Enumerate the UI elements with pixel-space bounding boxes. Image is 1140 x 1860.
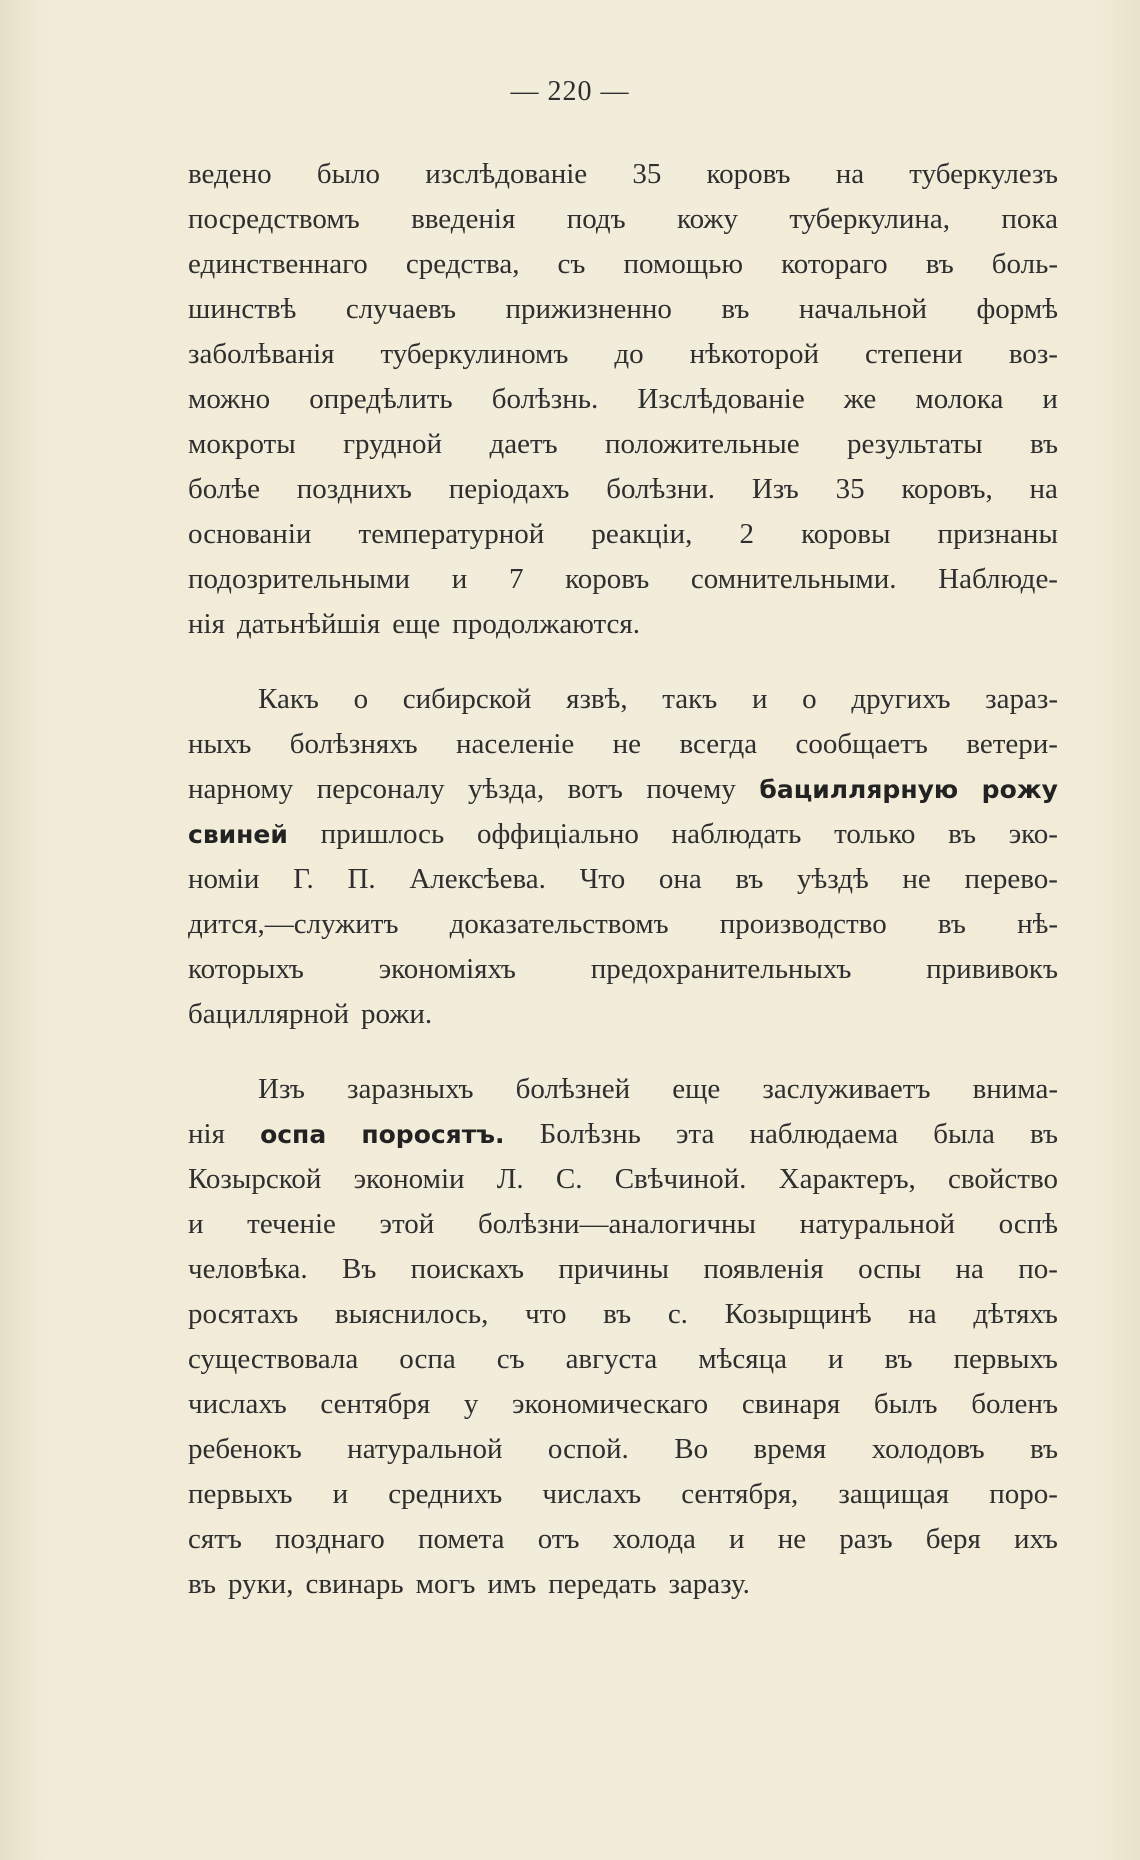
paragraph — [188, 152, 1058, 647]
word: туберкулиномъ — [380, 338, 569, 370]
word: Свѣчиной. — [614, 1163, 747, 1195]
paragraph-gap — [188, 647, 1058, 677]
word: болѣзни—аналогичны — [477, 1208, 757, 1240]
word: еще — [672, 1073, 721, 1105]
word: свинаря — [741, 1388, 841, 1420]
word: мѣсяца — [698, 1343, 787, 1375]
word: реакціи, — [591, 518, 693, 550]
word: у — [463, 1388, 479, 1420]
word: Наблюде- — [938, 563, 1058, 595]
text-line — [188, 1472, 1058, 1517]
word: въ — [937, 908, 966, 940]
word: на — [1029, 473, 1058, 505]
word: признаны — [937, 518, 1058, 550]
word: въ — [735, 863, 764, 895]
word: въ — [603, 1298, 632, 1330]
word: по- — [1018, 1253, 1058, 1285]
text-line — [188, 242, 1058, 287]
word: прижизненно — [505, 293, 672, 325]
word: экономіяхъ — [378, 953, 516, 985]
word: пока — [1001, 203, 1058, 235]
word: нѣкоторой — [689, 338, 819, 370]
word: нарному — [188, 773, 294, 805]
word: что — [525, 1298, 567, 1330]
word: шинствѣ — [188, 293, 297, 325]
word: положительные — [605, 428, 800, 460]
word: въ — [188, 1568, 216, 1600]
text-line — [188, 602, 1058, 647]
word: коровъ — [706, 158, 791, 190]
word: боль- — [991, 248, 1058, 280]
text-line — [188, 947, 1058, 992]
word: оффиціально — [476, 818, 639, 850]
word: еще — [392, 608, 441, 640]
word: 2 — [739, 518, 755, 550]
text-line — [188, 722, 1058, 767]
paragraph — [188, 677, 1058, 1037]
word: эта — [676, 1118, 715, 1150]
word: и — [1042, 383, 1058, 415]
word: можно — [188, 383, 271, 415]
word: и — [729, 1523, 745, 1555]
word: на — [908, 1298, 937, 1330]
word: даетъ — [489, 428, 558, 460]
word: нія — [188, 1118, 225, 1150]
word: на — [955, 1253, 984, 1285]
word: грудной — [343, 428, 443, 460]
word: заслуживаетъ — [762, 1073, 931, 1105]
word: боленъ — [971, 1388, 1058, 1420]
word: и — [451, 563, 468, 595]
word: и — [188, 1208, 204, 1240]
word: холодовъ — [871, 1433, 985, 1465]
word: 7 — [508, 563, 524, 595]
text-line — [188, 422, 1058, 467]
word: на — [835, 158, 865, 190]
word: коровъ, — [901, 473, 993, 505]
word: разъ — [839, 1523, 893, 1555]
word: свойство — [948, 1163, 1058, 1195]
word: сятъ — [188, 1523, 242, 1555]
word: причины — [558, 1253, 669, 1285]
word: человѣка. — [188, 1253, 308, 1285]
bold-term: бациллярную — [759, 775, 959, 804]
word: съ — [496, 1343, 525, 1375]
word: Г. — [293, 863, 314, 895]
word: Изслѣдованіе — [637, 383, 805, 415]
text-line — [188, 1427, 1058, 1472]
bold-term: оспа — [260, 1120, 327, 1149]
text-line — [188, 332, 1058, 377]
word: Болѣзнь — [539, 1118, 641, 1150]
word: пришлось — [320, 818, 445, 850]
paragraph-gap — [188, 1037, 1058, 1067]
word: числахъ — [542, 1478, 642, 1510]
text-line — [188, 677, 1058, 722]
word: ветери- — [966, 728, 1058, 760]
word: сомнительными. — [690, 563, 897, 595]
text-line — [188, 1517, 1058, 1562]
word: всегда — [679, 728, 758, 760]
word: Изъ — [258, 1073, 305, 1105]
body-text — [188, 152, 1058, 1607]
text-line — [188, 1562, 1058, 1607]
word: августа — [565, 1343, 658, 1375]
word: первыхъ — [188, 1478, 293, 1510]
word: ныхъ — [188, 728, 252, 760]
word: въ — [1030, 1118, 1058, 1150]
text-line — [188, 992, 1058, 1037]
word: въ — [721, 293, 750, 325]
word: Въ — [341, 1253, 377, 1285]
word: сентября — [320, 1388, 431, 1420]
word: начальной — [798, 293, 928, 325]
word: свинарь — [305, 1568, 404, 1600]
word: продолжаются. — [452, 608, 641, 640]
word: 35 — [835, 473, 865, 505]
text-line — [188, 557, 1058, 602]
word: язвѣ, — [566, 683, 628, 715]
word: Какъ — [258, 683, 319, 715]
word: уѣзда, — [468, 773, 545, 805]
word: болѣзнь. — [491, 383, 599, 415]
word: посредствомъ — [188, 203, 360, 235]
word: нѣ- — [1017, 908, 1058, 940]
word: было — [316, 158, 381, 190]
word: въ — [884, 1343, 913, 1375]
bold-term: рожу — [981, 775, 1058, 804]
text-line — [188, 467, 1058, 512]
word: Л. — [496, 1163, 524, 1195]
word: коровы — [801, 518, 891, 550]
word: другихъ — [851, 683, 951, 715]
word: прививокъ — [926, 953, 1058, 985]
text-line — [188, 1202, 1058, 1247]
word: дится,—служитъ — [188, 908, 399, 940]
word: средства, — [405, 248, 520, 280]
word: уѣздѣ — [797, 863, 869, 895]
text-line — [188, 512, 1058, 557]
word: наблюдаема — [749, 1118, 899, 1150]
word: могъ — [415, 1568, 476, 1600]
text-line — [188, 152, 1058, 197]
word: номіи — [188, 863, 260, 895]
word: до — [614, 338, 644, 370]
word: бациллярной — [188, 998, 349, 1030]
word: результаты — [846, 428, 983, 460]
word: нія — [188, 608, 225, 640]
word: Изъ — [751, 473, 799, 505]
word: росятахъ — [188, 1298, 299, 1330]
word: формѣ — [976, 293, 1058, 325]
word: случаевъ — [345, 293, 456, 325]
word: наблюдать — [671, 818, 802, 850]
text-line — [188, 857, 1058, 902]
word: была — [933, 1118, 995, 1150]
text-line — [188, 902, 1058, 947]
word: холода — [612, 1523, 696, 1555]
word: туберкулина, — [789, 203, 951, 235]
word: населеніе — [455, 728, 575, 760]
word: первыхъ — [953, 1343, 1058, 1375]
word: въ — [948, 818, 977, 850]
word: эко- — [1008, 818, 1058, 850]
word: доказательствомъ — [449, 908, 669, 940]
word: опредѣлить — [309, 383, 453, 415]
word: С. — [555, 1163, 583, 1195]
word: изслѣдованіе — [425, 158, 588, 190]
word: среднихъ — [388, 1478, 503, 1510]
word: туберкулезъ — [909, 158, 1058, 190]
word: теченіе — [247, 1208, 336, 1240]
text-line — [188, 377, 1058, 422]
word: помощью — [623, 248, 744, 280]
text-line — [188, 1112, 1058, 1157]
word: производство — [719, 908, 887, 940]
text-line — [188, 1067, 1058, 1112]
word: натуральной — [799, 1208, 955, 1240]
word: зараз- — [985, 683, 1058, 715]
word: которыхъ — [188, 953, 304, 985]
word: и — [332, 1478, 349, 1510]
word: заразныхъ — [347, 1073, 474, 1105]
word: и — [751, 683, 768, 715]
text-line — [188, 1292, 1058, 1337]
word: предохранительныхъ — [590, 953, 852, 985]
word: заболѣванія — [188, 338, 335, 370]
word: степени — [864, 338, 963, 370]
word: единственнаго — [188, 248, 368, 280]
word: Алексѣева. — [409, 863, 546, 895]
word: кожу — [677, 203, 738, 235]
word: вотъ — [567, 773, 623, 805]
word: почему — [646, 773, 736, 805]
word: температурной — [358, 518, 545, 550]
word: былъ — [873, 1388, 938, 1420]
text-line — [188, 1337, 1058, 1382]
text-line — [188, 287, 1058, 332]
word: 35 — [632, 158, 662, 190]
word: съ — [557, 248, 586, 280]
word: сибирской — [402, 683, 532, 715]
word: она — [658, 863, 702, 895]
word: Козырской — [188, 1163, 322, 1195]
word: выяснилось, — [334, 1298, 489, 1330]
word: защищая — [838, 1478, 950, 1510]
word: имъ — [487, 1568, 537, 1600]
word: этой — [379, 1208, 435, 1240]
word: воз- — [1008, 338, 1058, 370]
word: внима- — [972, 1073, 1058, 1105]
word: рожи. — [361, 998, 433, 1030]
word: такъ — [662, 683, 718, 715]
word: введенія — [411, 203, 516, 235]
word: оспы — [858, 1253, 922, 1285]
word: и — [827, 1343, 844, 1375]
word: поро- — [989, 1478, 1058, 1510]
word: основаніи — [188, 518, 312, 550]
bold-term: поросятъ. — [361, 1120, 505, 1149]
word: мокроты — [188, 428, 296, 460]
word: сентября, — [681, 1478, 799, 1510]
word: отъ — [537, 1523, 580, 1555]
word: Характеръ, — [778, 1163, 916, 1195]
word: котораго — [781, 248, 888, 280]
word: ребенокъ — [188, 1433, 302, 1465]
word: не — [777, 1523, 807, 1555]
word: болѣзняхъ — [289, 728, 418, 760]
word: с. — [667, 1298, 688, 1330]
word: же — [843, 383, 877, 415]
word: періодахъ — [448, 473, 570, 505]
word: коровъ — [565, 563, 650, 595]
word: Во — [674, 1433, 709, 1465]
word: появленія — [703, 1253, 824, 1285]
text-line — [188, 767, 1058, 812]
word: персоналу — [316, 773, 445, 805]
word: датьнѣйшія — [236, 608, 381, 640]
text-line — [188, 1157, 1058, 1202]
word: Что — [579, 863, 626, 895]
word: въ — [1030, 1433, 1058, 1465]
word: не — [612, 728, 642, 760]
word: поискахъ — [410, 1253, 524, 1285]
word: позднаго — [275, 1523, 385, 1555]
word: сообщаетъ — [795, 728, 928, 760]
word: помета — [417, 1523, 505, 1555]
word: дѣтяхъ — [973, 1298, 1058, 1330]
word: болѣзни. — [606, 473, 716, 505]
word: не — [902, 863, 931, 895]
word: существовала — [188, 1343, 359, 1375]
bold-term: свиней — [188, 820, 288, 849]
word: ихъ — [1013, 1523, 1058, 1555]
word: оспой. — [547, 1433, 629, 1465]
word: молока — [915, 383, 1004, 415]
word: въ — [1030, 428, 1058, 460]
word: болѣзней — [515, 1073, 631, 1105]
word: заразу. — [668, 1568, 750, 1600]
word: передать — [548, 1568, 657, 1600]
word: время — [753, 1433, 827, 1465]
word: Козырщинѣ — [724, 1298, 872, 1330]
word: о — [802, 683, 817, 715]
word: болѣе — [188, 473, 260, 505]
word: руки, — [227, 1568, 294, 1600]
word: беря — [925, 1523, 981, 1555]
paragraph — [188, 1067, 1058, 1607]
word: экономіи — [353, 1163, 465, 1195]
word: оспѣ — [998, 1208, 1058, 1240]
text-line — [188, 197, 1058, 242]
text-line — [188, 1247, 1058, 1292]
text-line — [188, 1382, 1058, 1427]
word: натуральной — [347, 1433, 503, 1465]
word: только — [834, 818, 916, 850]
word: о — [353, 683, 369, 715]
word: подозрительными — [188, 563, 411, 595]
word: позднихъ — [296, 473, 412, 505]
page-number: — 220 — — [510, 76, 630, 107]
text-line — [188, 812, 1058, 857]
word: числахъ — [188, 1388, 287, 1420]
word: въ — [925, 248, 954, 280]
word: экономическаго — [512, 1388, 709, 1420]
word: перево- — [964, 863, 1058, 895]
word: подъ — [566, 203, 626, 235]
word: П. — [347, 863, 376, 895]
word: ведено — [188, 158, 272, 190]
word: оспа — [399, 1343, 456, 1375]
